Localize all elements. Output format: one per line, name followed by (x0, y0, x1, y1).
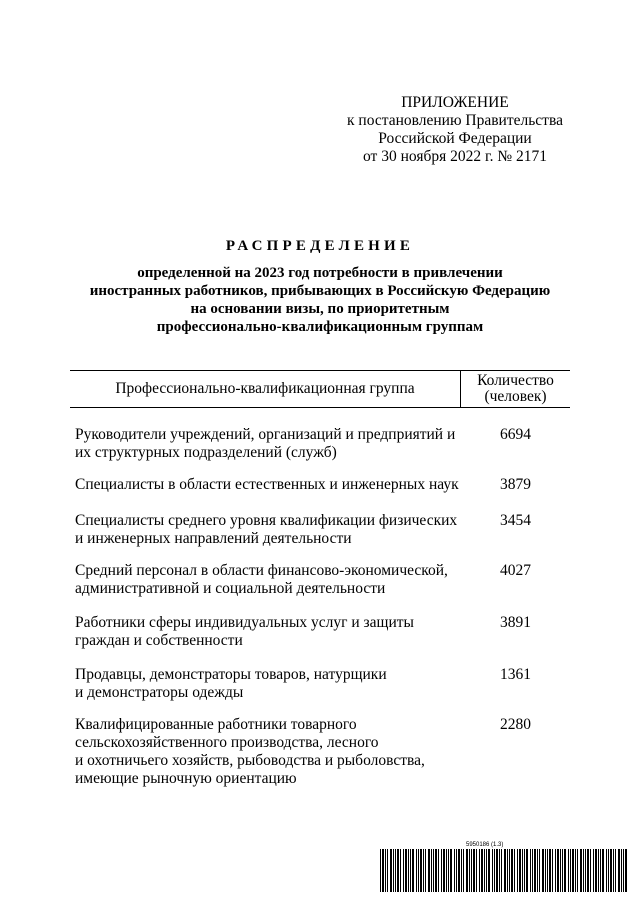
barcode-bar (410, 849, 411, 892)
barcode-bar (526, 849, 528, 892)
barcode-bar (496, 849, 498, 892)
barcode-bar (564, 849, 566, 892)
barcode-bar (458, 849, 460, 892)
row-name-line: сельскохозяйственного производства, лесного (75, 734, 379, 751)
barcode-bar (522, 849, 523, 892)
barcode-bar (560, 849, 561, 892)
barcode-bar (509, 849, 510, 892)
barcode-bar (606, 849, 607, 892)
barcode-bar (492, 849, 493, 892)
row-name-line: имеющие рыночную ориентацию (75, 770, 297, 787)
barcode-bar (562, 849, 563, 892)
row-count: 1361 (500, 666, 531, 683)
barcode-bar (519, 849, 521, 892)
barcode-bar (471, 849, 472, 892)
row-name-line: Работники сферы индивидуальных услуг и защиты (75, 614, 414, 631)
appendix-date-line: от 30 ноября 2022 г. № 2171 (363, 148, 547, 165)
barcode-bar (405, 849, 407, 892)
row-group-name (75, 512, 460, 548)
barcode-bar (403, 849, 404, 892)
barcode-bar (555, 849, 556, 892)
barcode-bar (448, 849, 449, 892)
subtitle-line: иностранных работников, прибывающих в Российскую Федерацию (89, 283, 551, 299)
barcode-image (380, 849, 630, 892)
barcode-bar (577, 849, 578, 892)
row-group-name (75, 614, 460, 650)
barcode-bar (456, 849, 457, 892)
row-name-line: административной и социальной деятельности (75, 580, 386, 597)
barcode-bar (595, 849, 597, 892)
barcode-bar (488, 849, 490, 892)
row-group-name (75, 666, 460, 702)
barcode-bar (570, 849, 571, 892)
row-name-line: Руководители учреждений, организаций и предприятий и (75, 426, 456, 443)
barcode-bar (499, 849, 500, 892)
barcode-bar (552, 849, 553, 892)
barcode-bar (537, 849, 538, 892)
row-name-line: Специалисты среднего уровня квалификации физических (75, 512, 458, 529)
barcode-bar (450, 849, 452, 892)
header-count-unit: (человек) (484, 388, 547, 405)
barcode-bar (610, 849, 612, 892)
table-header (70, 370, 570, 408)
barcode-bar (615, 849, 616, 892)
row-count: 2280 (500, 716, 531, 733)
barcode-bar (418, 849, 419, 892)
barcode-bar (435, 849, 437, 892)
barcode-bar (587, 849, 589, 892)
barcode-bar (580, 849, 582, 892)
barcode-bar (441, 849, 442, 892)
barcode-bar (412, 849, 414, 892)
barcode-number: 5950186 (1.3) (466, 842, 504, 848)
barcode-bar (511, 849, 513, 892)
barcode-bar (623, 849, 624, 892)
barcode-bar (583, 849, 584, 892)
barcode-bar (585, 849, 586, 892)
header-count-label: Количество (477, 372, 554, 389)
document-title: РАСПРЕДЕЛЕНИЕ (225, 238, 415, 254)
barcode-bar (621, 849, 622, 892)
subtitle-line: определенной на 2023 год потребности в привлечении (137, 265, 503, 281)
barcode-bar (400, 849, 401, 892)
row-count: 6694 (500, 426, 531, 443)
barcode-bar (568, 849, 569, 892)
barcode-bar (446, 849, 447, 892)
barcode-bar (534, 849, 536, 892)
document-subtitle (40, 264, 600, 336)
header-count-column (461, 373, 570, 405)
barcode-bar (530, 849, 531, 892)
appendix-title: ПРИЛОЖЕНИЕ (401, 94, 509, 111)
row-name-line: граждан и собственности (75, 632, 243, 649)
barcode-bar (443, 849, 445, 892)
barcode-bar (598, 849, 599, 892)
barcode-bar (517, 849, 518, 892)
subtitle-line: профессионально-квалификационным группам (156, 319, 484, 335)
barcode-bar (466, 849, 468, 892)
row-name-line: и демонстраторы одежды (75, 684, 244, 701)
row-group-name (75, 426, 460, 462)
row-name-line: их структурных подразделений (служб) (75, 444, 337, 461)
appendix-block (330, 94, 580, 166)
barcode-bar (590, 849, 591, 892)
barcode-bar (433, 849, 434, 892)
barcode-bar (600, 849, 601, 892)
barcode-bar (390, 849, 392, 892)
barcode-bar (438, 849, 439, 892)
barcode-bar (387, 849, 388, 892)
row-name-line: Средний персонал в области финансово-экономической, (75, 562, 448, 579)
barcode-bar (393, 849, 394, 892)
barcode-bar (476, 849, 477, 892)
barcode-bar (420, 849, 422, 892)
row-group-name (75, 476, 460, 494)
subtitle-line: на основании визы, по приоритетным (190, 301, 450, 317)
barcode-bar (454, 849, 455, 892)
row-count: 3454 (500, 512, 531, 529)
barcode-bar (463, 849, 464, 892)
barcode-bar (425, 849, 426, 892)
barcode-bar (461, 849, 462, 892)
row-count: 3891 (500, 614, 531, 631)
barcode-bar (602, 849, 604, 892)
barcode-bar (469, 849, 470, 892)
row-name-line: Квалифицированные работники товарного (75, 716, 357, 733)
barcode-bar (395, 849, 396, 892)
barcode-bar (423, 849, 424, 892)
row-name-line: Специалисты в области естественных и инженерных наук (75, 476, 459, 493)
barcode-bar (539, 849, 540, 892)
barcode-bar (608, 849, 609, 892)
barcode-bar (575, 849, 576, 892)
barcode-bar (397, 849, 399, 892)
barcode-bar (504, 849, 506, 892)
barcode-bar (507, 849, 508, 892)
barcode-bar (593, 849, 594, 892)
barcode-bar (481, 849, 483, 892)
barcode-bar (380, 849, 381, 892)
barcode-bar (484, 849, 485, 892)
row-count: 4027 (500, 562, 531, 579)
barcode-bar (486, 849, 487, 892)
barcode-bar (572, 849, 574, 892)
appendix-line: Российской Федерации (378, 130, 532, 147)
barcode-bar (431, 849, 432, 892)
barcode-bar (428, 849, 430, 892)
row-name-line: и охотничьего хозяйств, рыбоводства и рыболовства, (75, 752, 425, 769)
barcode-bar (532, 849, 533, 892)
barcode-bar (501, 849, 502, 892)
barcode-bar (549, 849, 551, 892)
barcode-bar (382, 849, 384, 892)
header-group-column: Профессионально-квалификационная группа (70, 371, 461, 407)
barcode-bar (547, 849, 548, 892)
appendix-line: к постановлению Правительства (347, 112, 563, 129)
barcode-bar (542, 849, 544, 892)
barcode-bar (494, 849, 495, 892)
barcode-bar (473, 849, 475, 892)
barcode-bar (416, 849, 417, 892)
row-name-line: и инженерных направлений деятельности (75, 530, 352, 547)
barcode-bar (408, 849, 409, 892)
barcode-bar (524, 849, 525, 892)
row-name-line: Продавцы, демонстраторы товаров, натурщики (75, 666, 387, 683)
barcode-bar (613, 849, 614, 892)
barcode-bar (479, 849, 480, 892)
row-group-name (75, 716, 460, 788)
row-group-name (75, 562, 460, 598)
barcode-bar (514, 849, 515, 892)
distribution-table (70, 370, 570, 787)
barcode-bar (545, 849, 546, 892)
barcode-bar (557, 849, 559, 892)
row-count: 3879 (500, 476, 531, 493)
barcode-bar (618, 849, 620, 892)
barcode-bar (385, 849, 386, 892)
barcode-bar (625, 849, 627, 892)
